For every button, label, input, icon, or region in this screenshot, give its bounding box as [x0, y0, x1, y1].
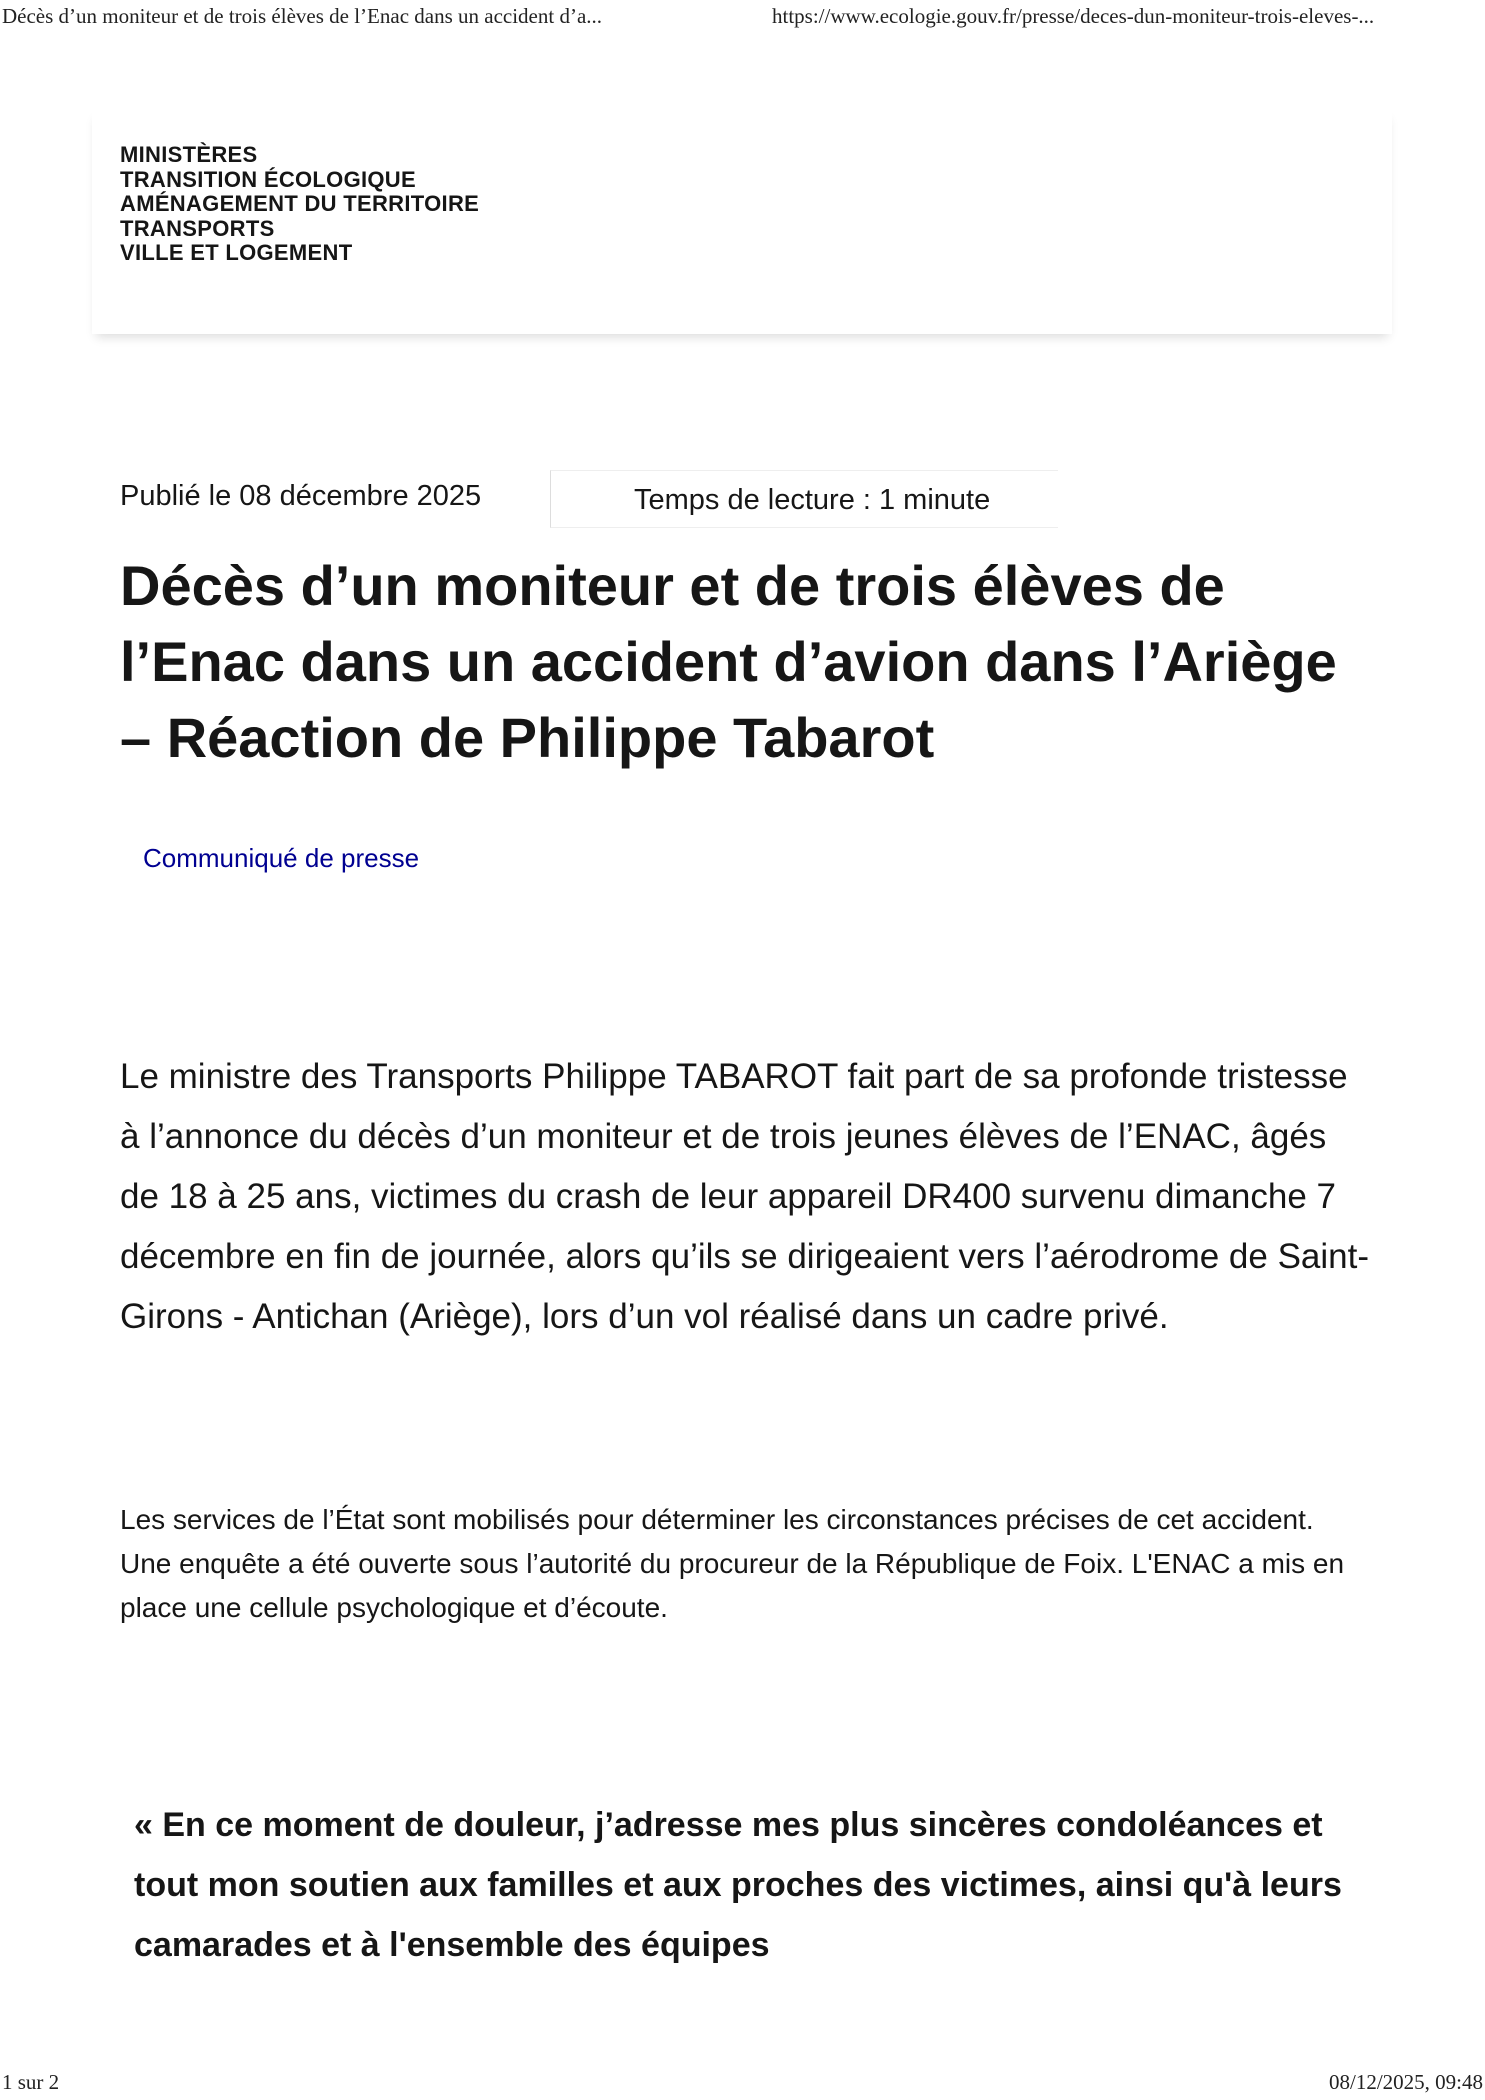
ministry-line: MINISTÈRES	[120, 142, 258, 167]
ministry-line: AMÉNAGEMENT DU TERRITOIRE	[120, 191, 480, 216]
body-paragraph: Les services de l’État sont mobilisés pour déterminer les circonstances précises de cet accident. Une enquête a été ouverte sous l’autorité du procureur de la République de Foix. L'ENAC a mis en place une cellule psychologique et d’écoute.	[120, 1504, 1345, 1623]
ministry-line: VILLE ET LOGEMENT	[120, 240, 353, 265]
article-meta	[120, 470, 1120, 530]
print-footer	[0, 2070, 1485, 2100]
site-header	[92, 108, 1392, 334]
print-page-title: Décès d’un moniteur et de trois élèves de l’Enac dans un accident d’a...	[2, 4, 603, 28]
print-header	[0, 4, 1485, 34]
minister-quote: « En ce moment de douleur, j’adresse mes plus sincères condoléances et tout mon soutien aux familles et aux proches des victimes, ainsi qu'à leurs camarades et à l'ensemble des équipes	[134, 1806, 1342, 1964]
ministry-logo[interactable]	[120, 143, 479, 266]
ministry-line: TRANSPORTS	[120, 215, 275, 241]
reading-time: Temps de lecture : 1 minute	[550, 470, 1058, 528]
ministry-line: TRANSITION ÉCOLOGIQUE	[120, 166, 416, 192]
category-tag[interactable]: Communiqué de presse	[143, 843, 420, 873]
publication-date: Publié le 08 décembre 2025	[120, 480, 482, 512]
page-indicator: 1 sur 2	[2, 2070, 60, 2094]
page-title: Décès d’un moniteur et de trois élèves de l’Enac dans un accident d’avion dans l’Ariège – Réaction de Philippe Tabarot	[120, 554, 1337, 769]
lead-paragraph: Le ministre des Transports Philippe TABAROT fait part de sa profonde tristesse à l’annonce du décès d’un moniteur et de trois jeunes élèves de l’ENAC, âgés de 18 à 25 ans, victimes du crash de leur appareil DR400 survenu dimanche 7 décembre en fin de journée, alors qu’ils se dirigeaient vers l’aérodrome de Saint-Girons - Antichan (Ariège), lors d’un vol réalisé dans un cadre privé.	[120, 1057, 1370, 1336]
print-url[interactable]: https://www.ecologie.gouv.fr/presse/deces-dun-moniteur-trois-eleves-...	[772, 4, 1375, 28]
print-datetime: 08/12/2025, 09:48	[1328, 2070, 1483, 2094]
